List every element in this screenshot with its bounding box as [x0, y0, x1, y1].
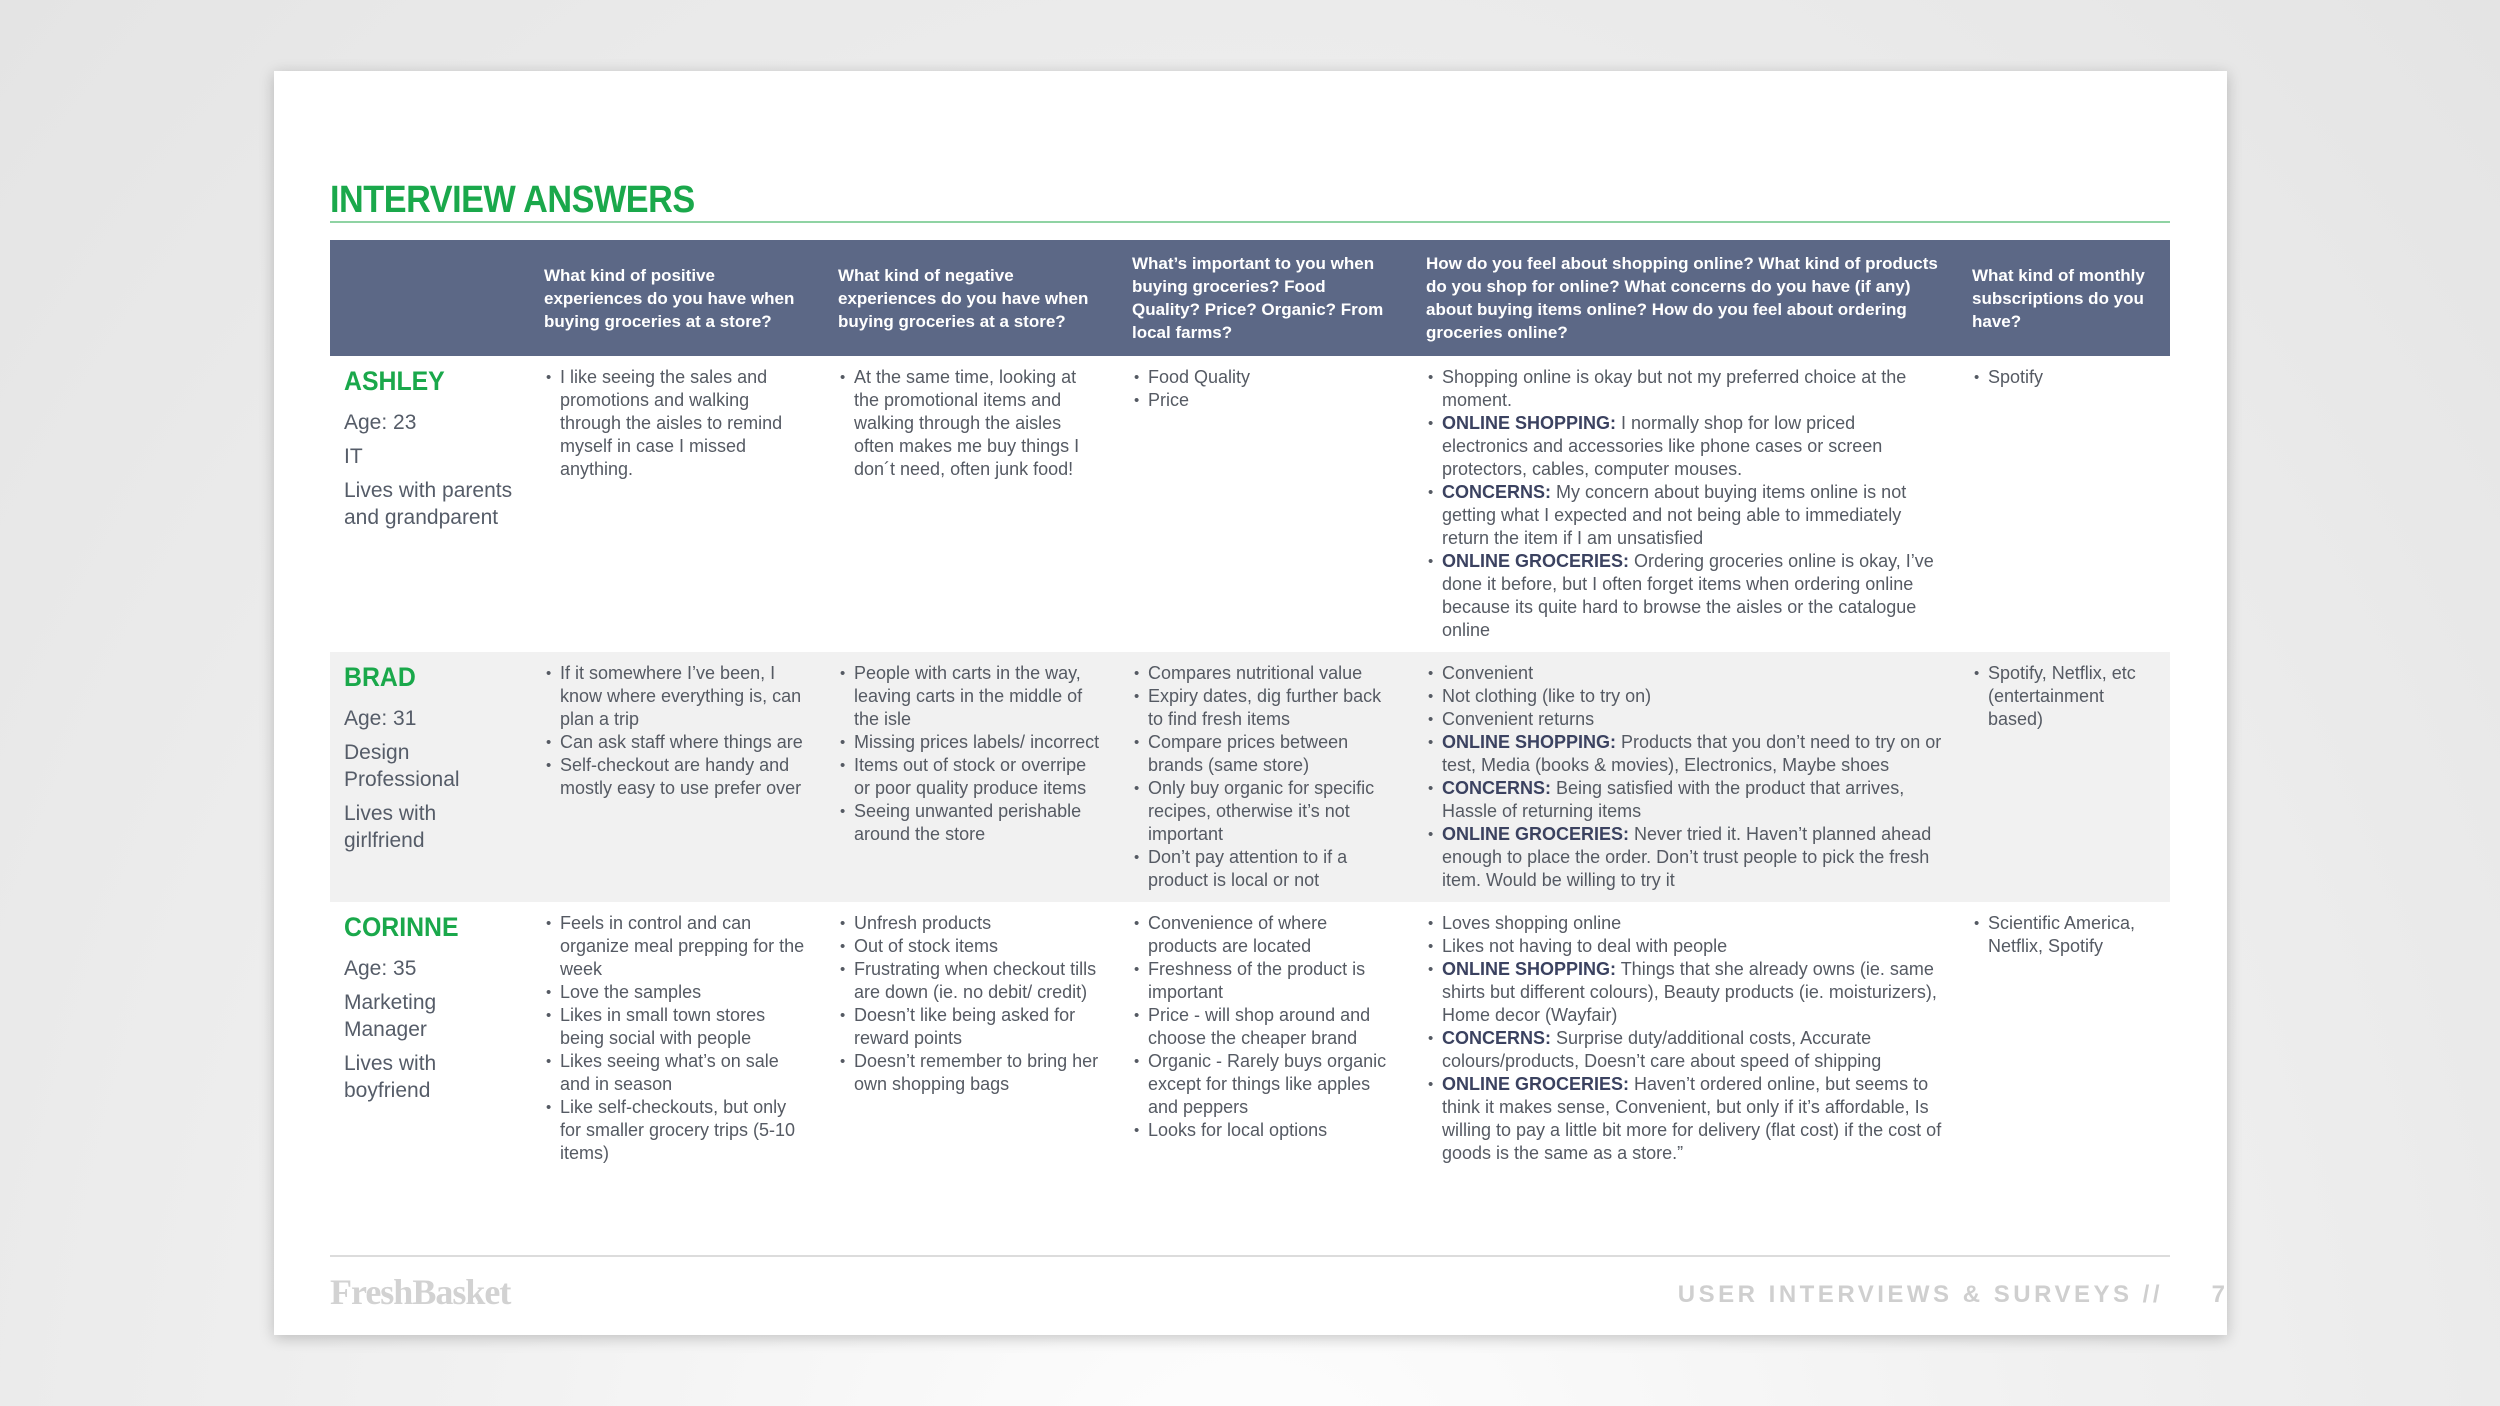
item-text: Organic - Rarely buys organic except for things like apples and peppers: [1148, 1051, 1387, 1117]
person-living: Lives with parents and grandparent: [344, 479, 513, 529]
list-item: [1132, 731, 1398, 777]
item-text: Food Quality: [1148, 367, 1251, 387]
interview-table: [330, 240, 2170, 1175]
list-item: [838, 958, 1104, 1004]
important-list: [1132, 912, 1398, 1142]
footer-section-title: USER INTERVIEWS & SURVEYS //: [1677, 1281, 2163, 1308]
item-text: Doesn’t like being asked for reward points: [854, 1005, 1076, 1048]
table-row: [330, 356, 2170, 652]
item-text: If it somewhere I’ve been, I know where everything is, can plan a trip: [560, 663, 802, 729]
brand-logo: FreshBasket: [330, 1272, 511, 1312]
list-item: [838, 731, 1104, 754]
subscriptions-list: [1972, 912, 2156, 958]
list-item: [1426, 823, 1944, 892]
table-body: [330, 356, 2170, 1175]
subscriptions-list: [1972, 366, 2156, 389]
list-item: [1426, 958, 1944, 1027]
item-text: Self-checkout are handy and mostly easy to use prefer over: [560, 755, 802, 798]
item-text: Convenient returns: [1442, 709, 1595, 729]
list-item: [1132, 662, 1398, 685]
item-text: Out of stock items: [854, 936, 999, 956]
subscriptions-cell: [1958, 652, 2170, 902]
item-text: Feels in control and can organize meal prepping for the week: [560, 913, 805, 979]
list-item: [1132, 912, 1398, 958]
item-text: Haven’t ordered online, but seems to think it makes sense, Convenient, but only if it’s affordable, Is willing to pay a little bit more for delivery (flat cost) if the cost of goods is the same as a store.”: [1442, 1074, 1942, 1163]
list-item: [544, 366, 810, 481]
item-label: CONCERNS:: [1442, 1028, 1552, 1048]
table-row: [330, 902, 2170, 1175]
person-cell: [330, 902, 530, 1175]
person-occupation: Marketing Manager: [344, 991, 437, 1041]
list-item: [1132, 685, 1398, 731]
page-number: 7: [2211, 1281, 2225, 1308]
online-list: [1426, 366, 1944, 642]
important-cell: [1118, 902, 1412, 1175]
list-item: [1972, 662, 2156, 731]
list-item: [544, 754, 810, 800]
important-cell: [1118, 652, 1412, 902]
list-item: [1132, 1004, 1398, 1050]
item-text: Not clothing (like to try on): [1442, 686, 1652, 706]
online-cell: [1412, 902, 1958, 1175]
negative-cell: [824, 652, 1118, 902]
item-text: Only buy organic for specific recipes, otherwise it’s not important: [1148, 778, 1375, 844]
header-cell-negative: What kind of negative experiences do you have when buying groceries at a store?: [824, 240, 1118, 356]
subscriptions-cell: [1958, 356, 2170, 652]
list-item: [1426, 662, 1944, 685]
item-text: Compare prices between brands (same store): [1148, 732, 1349, 775]
person-age: Age: 31: [344, 707, 417, 730]
item-text: Unfresh products: [854, 913, 992, 933]
subscriptions-cell: [1958, 902, 2170, 1175]
list-item: [1426, 550, 1944, 642]
list-item: [1426, 366, 1944, 412]
list-item: [838, 754, 1104, 800]
negative-cell: [824, 902, 1118, 1175]
item-text: Compares nutritional value: [1148, 663, 1363, 683]
list-item: [544, 981, 810, 1004]
item-text: Likes not having to deal with people: [1442, 936, 1728, 956]
important-list: [1132, 366, 1398, 412]
item-text: Surprise duty/additional costs, Accurate colours/products, Doesn’t care about speed of shipping: [1442, 1028, 1882, 1071]
list-item: [1972, 912, 2156, 958]
item-text: Ordering groceries online is okay, I’ve done it before, but I often forget items when ordering online because its quite hard to browse the aisles or the catalogue online: [1442, 551, 1934, 640]
item-label: ONLINE SHOPPING:: [1442, 413, 1617, 433]
item-text: Freshness of the product is important: [1148, 959, 1366, 1002]
item-text: Can ask staff where things are: [560, 732, 803, 752]
list-item: [1426, 935, 1944, 958]
list-item: [1132, 389, 1398, 412]
item-text: I normally shop for low priced electronics and accessories like phone cases or screen protectors, cables, computer mouses.: [1442, 413, 1883, 479]
item-text: At the same time, looking at the promotional items and walking through the aisles often makes me buy things I don´t need, often junk food!: [854, 367, 1080, 479]
list-item: [544, 1050, 810, 1096]
item-text: My concern about buying items online is not getting what I expected and not being able to immediately return the item if I am unsatisfied: [1442, 482, 1907, 548]
positive-list: [544, 662, 810, 800]
online-list: [1426, 912, 1944, 1165]
negative-list: [838, 912, 1104, 1096]
list-item: [838, 912, 1104, 935]
person-age: Age: 23: [344, 411, 417, 434]
person-age: Age: 35: [344, 957, 417, 980]
online-cell: [1412, 652, 1958, 902]
list-item: [1426, 708, 1944, 731]
table-row: [330, 652, 2170, 902]
item-text: People with carts in the way, leaving carts in the middle of the isle: [854, 663, 1083, 729]
list-item: [1426, 1073, 1944, 1165]
item-text: Convenient: [1442, 663, 1534, 683]
title-divider: [330, 221, 2170, 223]
list-item: [544, 1004, 810, 1050]
person-cell: [330, 356, 530, 652]
important-list: [1132, 662, 1398, 892]
list-item: [1426, 481, 1944, 550]
item-text: Price: [1148, 390, 1190, 410]
list-item: [1426, 1027, 1944, 1073]
item-text: Never tried it. Haven’t planned ahead enough to place the order. Don’t trust people to pick the fresh item. Would be willing to try it: [1442, 824, 1932, 890]
list-item: [544, 912, 810, 981]
item-text: Missing prices labels/ incorrect: [854, 732, 1100, 752]
positive-cell: [530, 902, 824, 1175]
footer-divider: [330, 1255, 2170, 1257]
positive-cell: [530, 356, 824, 652]
item-label: CONCERNS:: [1442, 482, 1552, 502]
item-text: Expiry dates, dig further back to find fresh items: [1148, 686, 1382, 729]
list-item: [544, 731, 810, 754]
item-text: Things that she already owns (ie. same shirts but different colours), Beauty products (ie. moisturizers), Home decor (Wayfair): [1442, 959, 1937, 1025]
list-item: [1132, 1050, 1398, 1119]
item-text: Seeing unwanted perishable around the store: [854, 801, 1082, 844]
person-occupation: IT: [344, 445, 363, 468]
item-text: Spotify: [1988, 367, 2044, 387]
negative-list: [838, 366, 1104, 481]
person-cell: [330, 652, 530, 902]
list-item: [1426, 685, 1944, 708]
list-item: [838, 1004, 1104, 1050]
positive-list: [544, 912, 810, 1165]
list-item: [1132, 777, 1398, 846]
item-label: ONLINE GROCERIES:: [1442, 551, 1630, 571]
list-item: [1426, 731, 1944, 777]
item-label: ONLINE GROCERIES:: [1442, 1074, 1630, 1094]
list-item: [838, 800, 1104, 846]
header-cell-blank: [330, 240, 530, 356]
person-occupation: Design Professional: [344, 741, 460, 791]
online-cell: [1412, 356, 1958, 652]
item-text: Don’t pay attention to if a product is local or not: [1148, 847, 1348, 890]
header-cell-online: How do you feel about shopping online? What kind of products do you shop for online? What concerns do you have (if any) about buying items online? How do you feel about ordering groceries online?: [1412, 240, 1958, 356]
document-page: [274, 71, 2227, 1335]
table-header-row: [330, 240, 2170, 356]
list-item: [1132, 958, 1398, 1004]
person-name: CORINNE: [344, 912, 459, 942]
item-text: Shopping online is okay but not my preferred choice at the moment.: [1442, 367, 1907, 410]
item-label: ONLINE SHOPPING:: [1442, 732, 1617, 752]
person-name: ASHLEY: [344, 366, 445, 396]
positive-cell: [530, 652, 824, 902]
item-label: CONCERNS:: [1442, 778, 1552, 798]
list-item: [838, 366, 1104, 481]
person-living: Lives with boyfriend: [344, 1052, 437, 1102]
item-text: Doesn’t remember to bring her own shopping bags: [854, 1051, 1099, 1094]
item-text: Looks for local options: [1148, 1120, 1328, 1140]
person-name: BRAD: [344, 662, 416, 692]
item-text: Likes in small town stores being social with people: [560, 1005, 766, 1048]
positive-list: [544, 366, 810, 481]
item-text: Love the samples: [560, 982, 702, 1002]
item-text: Likes seeing what’s on sale and in season: [560, 1051, 779, 1094]
list-item: [1426, 912, 1944, 935]
subscriptions-list: [1972, 662, 2156, 731]
list-item: [1426, 412, 1944, 481]
item-text: Like self-checkouts, but only for smaller grocery trips (5-10 items): [560, 1097, 796, 1163]
list-item: [838, 662, 1104, 731]
online-list: [1426, 662, 1944, 892]
item-text: Scientific America, Netflix, Spotify: [1988, 913, 2136, 956]
item-text: Products that you don’t need to try on or test, Media (books & movies), Electronics, Maybe shoes: [1442, 732, 1942, 775]
header-cell-positive: What kind of positive experiences do you have when buying groceries at a store?: [530, 240, 824, 356]
item-label: ONLINE GROCERIES:: [1442, 824, 1630, 844]
item-text: Being satisfied with the product that arrives, Hassle of returning items: [1442, 778, 1905, 821]
person-living: Lives with girlfriend: [344, 802, 437, 852]
list-item: [1426, 777, 1944, 823]
item-text: Items out of stock or overripe or poor quality produce items: [854, 755, 1087, 798]
list-item: [1972, 366, 2156, 389]
header-cell-subscriptions: What kind of monthly subscriptions do you have?: [1958, 240, 2170, 356]
item-text: Frustrating when checkout tills are down (ie. no debit/ credit): [854, 959, 1097, 1002]
item-text: Loves shopping online: [1442, 913, 1622, 933]
page-title: INTERVIEW ANSWERS: [330, 179, 695, 221]
item-text: I like seeing the sales and promotions and walking through the aisles to remind myself in case I missed anything.: [560, 367, 783, 479]
item-text: Convenience of where products are located: [1148, 913, 1328, 956]
list-item: [544, 662, 810, 731]
list-item: [1132, 846, 1398, 892]
negative-list: [838, 662, 1104, 846]
list-item: [838, 935, 1104, 958]
list-item: [1132, 1119, 1398, 1142]
list-item: [838, 1050, 1104, 1096]
item-label: ONLINE SHOPPING:: [1442, 959, 1617, 979]
item-text: Price - will shop around and choose the cheaper brand: [1148, 1005, 1371, 1048]
header-cell-important: What’s important to you when buying groceries? Food Quality? Price? Organic? From local farms?: [1118, 240, 1412, 356]
negative-cell: [824, 356, 1118, 652]
list-item: [1132, 366, 1398, 389]
list-item: [544, 1096, 810, 1165]
item-text: Spotify, Netflix, etc (entertainment based): [1988, 663, 2136, 729]
important-cell: [1118, 356, 1412, 652]
